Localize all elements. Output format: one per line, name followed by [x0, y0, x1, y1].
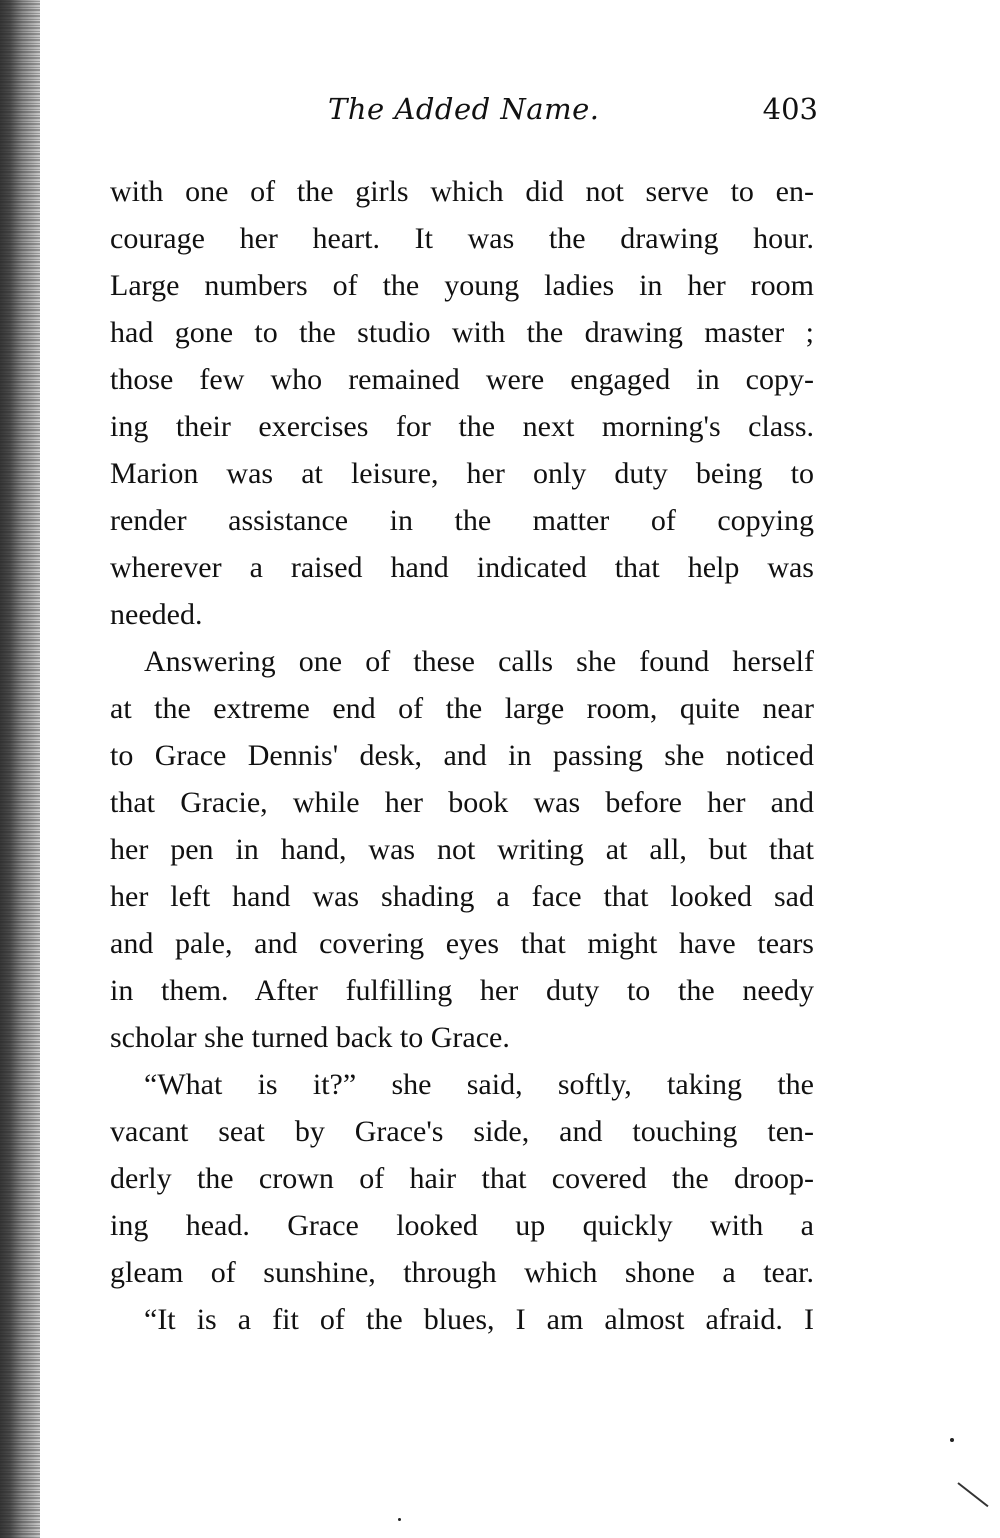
text-line: derly the crown of hair that covered the droop- — [110, 1162, 814, 1195]
text-line: Marion was at leisure, her only duty being to — [110, 457, 814, 490]
text-line: in them. After fulfilling her duty to the needy — [110, 974, 814, 1007]
body-text — [110, 168, 814, 1343]
text-line: render assistance in the matter of copying — [110, 504, 814, 537]
text-line: to Grace Dennis' desk, and in passing she noticed — [110, 739, 814, 772]
text-line: “It is a fit of the blues, I am almost afraid. I — [144, 1303, 814, 1336]
running-title: The Added Name. — [328, 92, 600, 126]
text-line: courage her heart. It was the drawing hour. — [110, 222, 814, 255]
scan-stroke-mark — [957, 1482, 988, 1507]
scan-speck — [398, 1518, 401, 1521]
text-line: had gone to the studio with the drawing master ; — [110, 316, 814, 349]
text-line: those few who remained were engaged in copy- — [110, 363, 814, 396]
text-line: with one of the girls which did not serve to en- — [110, 175, 814, 208]
text-line: scholar she turned back to Grace. — [110, 1021, 510, 1054]
text-line: ing their exercises for the next morning's class. — [110, 410, 814, 443]
text-line: gleam of sunshine, through which shone a tear. — [110, 1256, 814, 1289]
scan-speck — [950, 1438, 954, 1442]
text-line: her left hand was shading a face that looked sad — [110, 880, 814, 913]
running-head — [110, 92, 818, 132]
text-line: that Gracie, while her book was before her and — [110, 786, 814, 819]
text-line: Answering one of these calls she found herself — [144, 645, 814, 678]
text-line: and pale, and covering eyes that might have tears — [110, 927, 814, 960]
text-line: her pen in hand, was not writing at all, but that — [110, 833, 814, 866]
page-number: 403 — [762, 92, 818, 126]
binding-edge-shadow — [0, 0, 40, 1538]
text-line: vacant seat by Grace's side, and touching ten- — [110, 1115, 814, 1148]
text-line: wherever a raised hand indicated that help was — [110, 551, 814, 584]
text-line: ing head. Grace looked up quickly with a — [110, 1209, 814, 1242]
text-line: needed. — [110, 598, 203, 631]
text-line: at the extreme end of the large room, quite near — [110, 692, 814, 725]
text-line: Large numbers of the young ladies in her room — [110, 269, 814, 302]
text-line: “What is it?” she said, softly, taking the — [144, 1068, 814, 1101]
